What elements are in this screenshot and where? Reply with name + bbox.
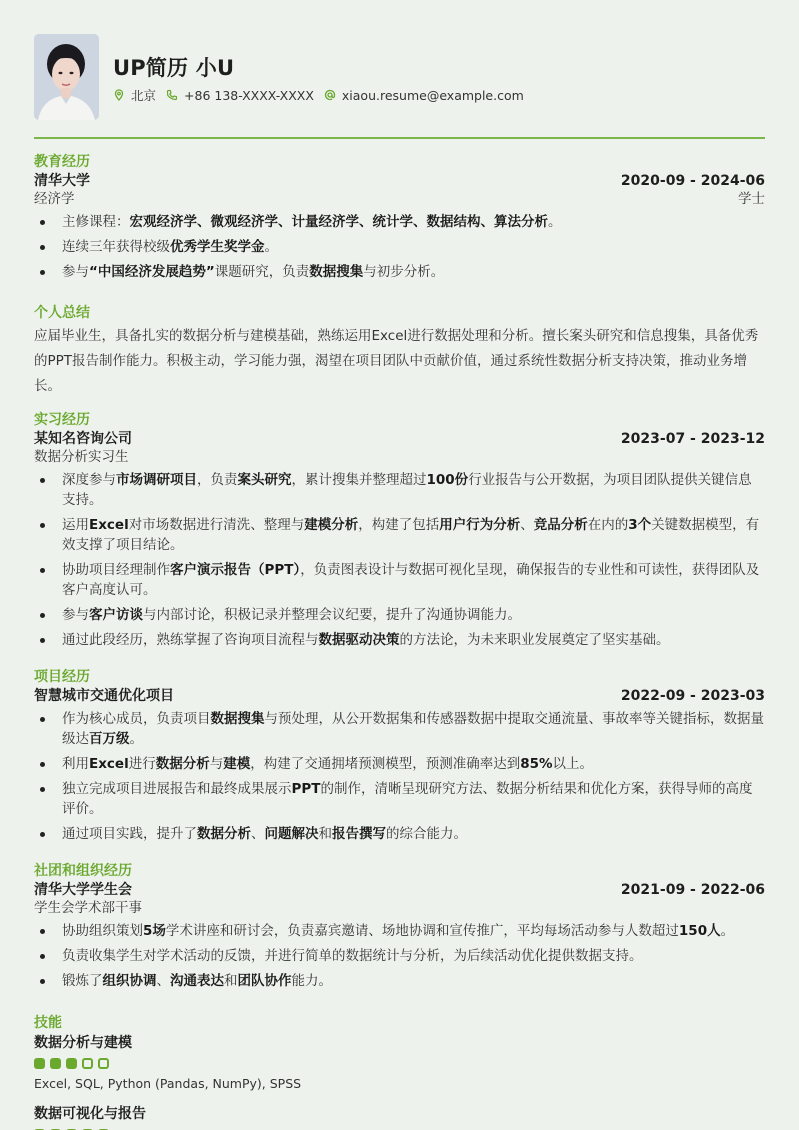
skills-section [34,1014,765,1130]
project-name: 智慧城市交通优化项目 [34,688,174,704]
empty-level-dot [82,1058,93,1069]
bullet-item: 运用Excel对市场数据进行清洗、整理与建模分析，构建了包括用户行为分析、竞品分析在内的3个关键数据模型，有效支撑了项目结论。 [34,515,765,555]
internship-section [34,411,765,655]
phone-text: +86 138-XXXX-XXXX [184,87,314,103]
contact-info [113,86,534,104]
header-divider [34,137,765,139]
club-org: 清华大学学生会 [34,882,132,898]
bullet-item: 通过此段经历，熟练掌握了咨询项目流程与数据驱动决策的方法论，为未来职业发展奠定了坚实基础。 [34,630,765,650]
club-bullets [34,921,765,991]
skill-item [34,1033,765,1094]
summary-text: 应届毕业生，具备扎实的数据分析与建模基础，熟练运用Excel进行数据处理和分析。擅长案头研究和信息搜集，具备优秀的PPT报告制作能力。积极主动，学习能力强，渴望在项目团队中贡献价值，通过系统性数据分析支持决策，推动业务增长。 [34,328,759,394]
bullet-item: 独立完成项目进展报告和最终成果展示PPT的制作，清晰呈现研究方法、数据分析结果和优化方案，获得导师的高度评价。 [34,779,765,819]
section-title: 个人总结 [34,305,90,321]
skill-name: 数据分析与建模 [34,1035,132,1051]
bullet-item: 协助项目经理制作客户演示报告（PPT），负责图表设计与数据可视化呈现，确保报告的专业性和可读性，获得团队及客户高度认可。 [34,560,765,600]
bullet-item: 协助组织策划5场学术讲座和研讨会，负责嘉宾邀请、场地协调和宣传推广，平均每场活动参与人数超过150人。 [34,921,765,941]
section-title: 社团和组织经历 [34,863,132,879]
skill-name: 数据可视化与报告 [34,1106,146,1122]
bullet-item: 作为核心成员，负责项目数据搜集与预处理，从公开数据集和传感器数据中提取交通流量、事故率等关键指标，数据量级达百万级。 [34,709,765,749]
project-dates: 2022-09 - 2023-03 [620,688,765,704]
school-name: 清华大学 [34,173,90,189]
company-name: 某知名咨询公司 [34,431,132,447]
bullet-item: 利用Excel进行数据分析与建模，构建了交通拥堵预测模型，预测准确率达到85%以上。 [34,754,765,774]
contact-email [324,88,524,103]
bullet-item: 负责收集学生对学术活动的反馈，并进行简单的数据统计与分析，为后续活动优化提供数据支持。 [34,946,765,966]
contact-location [113,86,156,104]
education-dates: 2020-09 - 2024-06 [620,173,765,189]
bullet-item: 连续三年获得校级优秀学生奖学金。 [34,237,765,257]
bullet-item: 通过项目实践，提升了数据分析、问题解决和报告撰写的综合能力。 [34,824,765,844]
club-dates: 2021-09 - 2022-06 [620,882,765,898]
skill-item [34,1104,765,1130]
bullet-item: 参与客户访谈与内部讨论，积极记录并整理会议纪要，提升了沟通协调能力。 [34,605,765,625]
degree: 学士 [738,191,765,207]
filled-level-dot [66,1058,77,1069]
bullet-item: 锻炼了组织协调、沟通表达和团队协作能力。 [34,971,765,991]
club-role: 学生会学术部干事 [34,900,142,916]
profile-photo [34,34,99,120]
section-title: 技能 [34,1015,62,1031]
phone-icon [166,89,178,101]
section-title: 项目经历 [34,669,90,685]
section-title: 教育经历 [34,154,90,170]
internship-bullets [34,470,765,650]
at-sign-icon [324,89,336,101]
education-section [34,153,765,287]
filled-level-dot [50,1058,61,1069]
project-section [34,668,765,849]
candidate-name: UP简历 小U [113,56,235,80]
location-text: 北京 [131,88,157,103]
location-pin-icon [113,89,125,101]
email-text: xiaou.resume@example.com [341,87,524,103]
filled-level-dot [34,1058,45,1069]
bullet-item: 主修课程：宏观经济学、微观经济学、计量经济学、统计学、数据结构、算法分析。 [34,212,765,232]
education-bullets [34,212,765,282]
resume-header [34,0,765,137]
summary-section [34,304,765,399]
internship-role: 数据分析实习生 [34,449,129,465]
bullet-item: 参与“中国经济发展趋势”课题研究，负责数据搜集与初步分析。 [34,262,765,282]
major: 经济学 [34,191,75,207]
bullet-item: 深度参与市场调研项目，负责案头研究，累计搜集并整理超过100份行业报告与公开数据，为项目团队提供关键信息支持。 [34,470,765,510]
empty-level-dot [98,1058,109,1069]
internship-dates: 2023-07 - 2023-12 [620,431,765,447]
project-bullets [34,709,765,844]
section-title: 实习经历 [34,412,90,428]
portrait-image [34,34,99,120]
contact-phone [166,88,314,103]
skill-level-dots [34,1058,765,1069]
club-section [34,862,765,996]
skill-tools: Excel, SQL, Python (Pandas, NumPy), SPSS [34,1076,302,1091]
